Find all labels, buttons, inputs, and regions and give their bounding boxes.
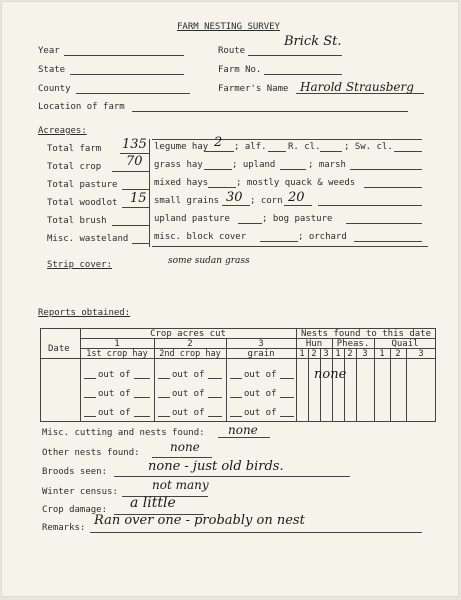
misc-block-label: misc. block cover — [154, 232, 247, 242]
sp-div-8 — [406, 348, 407, 422]
total-farm-label: Total farm — [47, 144, 102, 154]
legume-hay-line — [204, 151, 234, 152]
r3-l2 — [134, 416, 150, 417]
remarks-line — [90, 532, 422, 533]
nests-handwritten-value: none — [314, 367, 347, 382]
small-grains-label: small grains — [154, 196, 220, 206]
other-nests-line — [152, 457, 212, 458]
corn-label: ; corn — [250, 196, 283, 206]
farmer-name-value: Harold Strausberg — [300, 80, 414, 94]
upland-pasture-line — [238, 223, 262, 224]
sp-num-7: 1 — [379, 349, 385, 359]
sp-div-4 — [344, 348, 345, 422]
crop-acres-header: Crop acres cut — [150, 329, 226, 339]
bog-pasture-line — [346, 223, 422, 224]
sp-num-6: 3 — [362, 349, 368, 359]
upland-label: ; upland — [232, 160, 276, 170]
year-label: Year — [38, 46, 60, 56]
sp-num-5: 2 — [347, 349, 353, 359]
row3-crop1-outof: out of — [98, 408, 131, 418]
r-cl-label: R. cl. — [288, 142, 321, 152]
sp-num-9: 3 — [418, 349, 424, 359]
sp-div-5 — [356, 348, 357, 422]
row1-crop1-outof: out of — [98, 370, 131, 380]
broods-seen-label: Broods seen: — [42, 467, 108, 477]
state-line — [70, 74, 184, 75]
row2-crop1-outof: out of — [98, 389, 131, 399]
mostly-quack-label: ; mostly quack & weeds — [236, 178, 356, 188]
other-nests-value: none — [170, 440, 200, 454]
county-line — [76, 93, 190, 94]
sp-num-1: 1 — [299, 349, 305, 359]
orchard-line — [354, 241, 422, 242]
strip-cover-label: Strip cover: — [47, 260, 113, 270]
crop-sub-1: 1st crop hay — [86, 349, 148, 359]
survey-form — [2, 2, 458, 596]
alf-line — [268, 151, 286, 152]
form-title: FARM NESTING SURVEY — [177, 22, 280, 32]
total-farm-value: 135 — [122, 137, 147, 152]
r1-l6 — [280, 378, 294, 379]
grass-hay-line — [204, 169, 232, 170]
crop-damage-value: a little — [130, 495, 176, 511]
sp-div-1 — [308, 348, 309, 422]
crop-damage-label: Crop damage: — [42, 505, 108, 515]
misc-wasteland-label: Misc. wasteland — [47, 234, 129, 244]
nests-found-header: Nests found to this date — [300, 329, 432, 339]
r1-l5 — [230, 378, 242, 379]
small-grains-value: 30 — [226, 190, 243, 205]
strip-cover-value: some sudan grass — [168, 256, 250, 266]
crop-sub-2: 2nd crop hay — [159, 349, 221, 359]
marsh-label: ; marsh — [308, 160, 346, 170]
total-pasture-line — [122, 189, 150, 190]
misc-cutting-line — [218, 437, 270, 438]
location-label: Location of farm — [38, 102, 125, 112]
date-column-header: Date — [48, 344, 70, 354]
legume-hay-label: legume hay — [154, 142, 209, 152]
acreages-heading: Acreages: — [38, 126, 87, 136]
broods-seen-value: none - just old birds. — [148, 459, 284, 474]
r3-l1 — [84, 416, 96, 417]
r2-l4 — [208, 397, 222, 398]
acreage-top-rule — [152, 139, 422, 140]
total-brush-label: Total brush — [47, 216, 107, 226]
r1-l3 — [158, 378, 170, 379]
misc-block-line — [260, 241, 298, 242]
row3-crop2-outof: out of — [172, 408, 205, 418]
state-label: State — [38, 65, 66, 75]
remarks-value: Ran over one - probably on nest — [94, 513, 305, 528]
broods-seen-line — [114, 476, 350, 477]
total-brush-line — [112, 225, 150, 226]
corn-value: 20 — [288, 190, 305, 205]
reports-table — [40, 328, 436, 422]
other-nests-label: Other nests found: — [42, 448, 140, 458]
winter-census-label: Winter census: — [42, 487, 118, 497]
upland-pasture-label: upland pasture — [154, 214, 230, 224]
r2-l5 — [230, 397, 242, 398]
year-line — [64, 55, 184, 56]
farm-no-line — [264, 74, 342, 75]
sp-num-3: 3 — [323, 349, 329, 359]
acreage-divider — [149, 139, 150, 247]
row3-crop3-outof: out of — [244, 408, 277, 418]
row1-crop3-outof: out of — [244, 370, 277, 380]
table-left-border — [40, 328, 41, 422]
total-woodlot-line — [122, 207, 150, 208]
acreage-bottom-rule — [152, 246, 428, 247]
small-grains-extra-line — [318, 205, 422, 206]
row2-crop2-outof: out of — [172, 389, 205, 399]
legume-hay-value: 2 — [214, 135, 223, 150]
species-quail: Quail — [391, 339, 419, 349]
upland-line — [280, 169, 306, 170]
row2-crop3-outof: out of — [244, 389, 277, 399]
alf-label: ; alf. — [234, 142, 267, 152]
remarks-label: Remarks: — [42, 523, 86, 533]
crop-num-2: 2 — [187, 339, 193, 349]
route-value: Brick St. — [284, 34, 342, 49]
total-woodlot-value: 15 — [130, 191, 147, 206]
crop-num-3: 3 — [258, 339, 264, 349]
r3-l3 — [158, 416, 170, 417]
r2-l2 — [134, 397, 150, 398]
r3-l6 — [280, 416, 294, 417]
crop-sub-3: grain — [247, 349, 275, 359]
sp-num-4: 1 — [335, 349, 341, 359]
reports-heading: Reports obtained: — [38, 308, 131, 318]
route-line — [248, 55, 342, 56]
r1-l2 — [134, 378, 150, 379]
mixed-hays-line — [208, 187, 236, 188]
r2-l1 — [84, 397, 96, 398]
sp-num-8: 2 — [395, 349, 401, 359]
species-hun: Hun — [305, 339, 323, 349]
r3-l4 — [208, 416, 222, 417]
farm-no-label: Farm No. — [218, 65, 262, 75]
small-grains-line — [222, 205, 250, 206]
total-crop-label: Total crop — [47, 162, 102, 172]
winter-census-value: not many — [152, 478, 209, 492]
r-cl-line — [320, 151, 342, 152]
location-line — [132, 111, 408, 112]
misc-cutting-value: none — [228, 423, 258, 437]
misc-cutting-label: Misc. cutting and nests found: — [42, 428, 205, 438]
grass-hay-label: grass hay — [154, 160, 203, 170]
crop-num-1: 1 — [114, 339, 120, 349]
county-label: County — [38, 84, 71, 94]
r3-l5 — [230, 416, 242, 417]
sp-num-2: 2 — [311, 349, 317, 359]
total-crop-line — [112, 171, 150, 172]
sp-div-7 — [390, 348, 391, 422]
table-bottom-border — [40, 421, 436, 422]
bog-pasture-label: ; bog pasture — [262, 214, 333, 224]
r2-l3 — [158, 397, 170, 398]
marsh-line — [350, 169, 422, 170]
total-crop-value: 70 — [126, 154, 143, 169]
misc-wasteland-line — [132, 243, 150, 244]
sw-cl-label: ; Sw. cl. — [344, 142, 393, 152]
mixed-hays-label: mixed hays — [154, 178, 209, 188]
r1-l1 — [84, 378, 96, 379]
mostly-quack-line — [364, 187, 422, 188]
route-label: Route — [218, 46, 246, 56]
r2-l6 — [280, 397, 294, 398]
total-pasture-label: Total pasture — [47, 180, 118, 190]
total-woodlot-label: Total woodlot — [47, 198, 118, 208]
farmer-name-label: Farmer's Name — [218, 84, 289, 94]
species-pheas: Pheas. — [336, 339, 370, 349]
r1-l4 — [208, 378, 222, 379]
orchard-label: ; orchard — [298, 232, 347, 242]
sw-cl-line — [394, 151, 422, 152]
sp-div-2 — [320, 348, 321, 422]
corn-line — [284, 205, 312, 206]
row1-crop2-outof: out of — [172, 370, 205, 380]
